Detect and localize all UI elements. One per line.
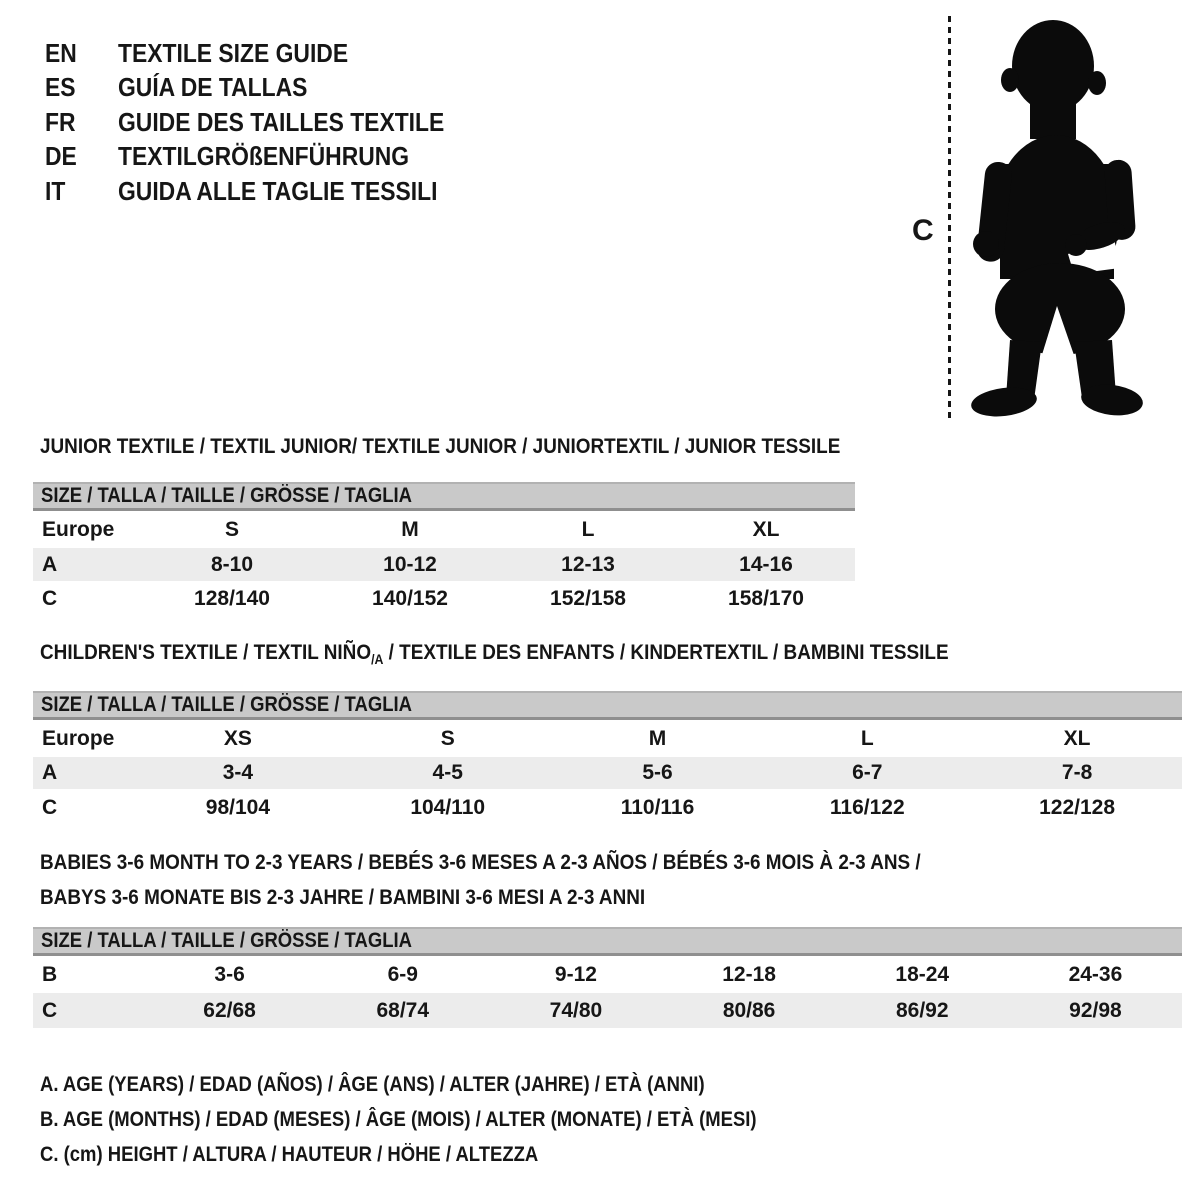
height-cell: 158/170 [728, 587, 804, 610]
height-measure-dashed-line [948, 16, 951, 418]
height-cell: 92/98 [1069, 998, 1122, 1022]
nino-a-subscript: /A [371, 651, 384, 667]
size-cell: XL [1063, 726, 1091, 750]
size-cell: S [440, 726, 455, 750]
months-cell: 3-6 [214, 962, 245, 986]
babies-height-row [33, 993, 1182, 1028]
babies-size-header-text: SIZE / TALLA / TAILLE / GRÖSSE / TAGLIA [41, 929, 412, 952]
months-cell: 6-9 [387, 962, 418, 986]
height-cell: 98/104 [205, 795, 271, 819]
junior-size-header-bar [33, 482, 855, 511]
row-label: Europe [42, 726, 115, 750]
lang-label-it: GUIDA ALLE TAGLIE TESSILI [118, 175, 438, 206]
age-cell: 5-6 [642, 761, 673, 784]
height-cell: 128/140 [194, 587, 270, 610]
size-cell: S [224, 517, 239, 541]
age-cell: 4-5 [432, 761, 463, 784]
height-measure-label: C [912, 214, 934, 247]
junior-height-row [33, 581, 855, 617]
lang-code-de: DE [45, 141, 77, 172]
babies-months-row [33, 956, 1182, 993]
size-cell: XS [223, 726, 252, 750]
size-cell: L [860, 726, 874, 750]
junior-section-title: JUNIOR TEXTILE / TEXTIL JUNIOR/ TEXTILE JUNIOR / JUNIORTEXTIL / JUNIOR TESSILE [40, 434, 841, 458]
legend-height-cm: C. (cm) HEIGHT / ALTURA / HAUTEUR / HÖHE / ALTEZZA [40, 1143, 539, 1166]
size-cell: M [401, 517, 419, 541]
children-height-row [33, 789, 1182, 826]
junior-europe-row [33, 511, 855, 548]
months-cell: 24-36 [1068, 962, 1123, 986]
height-cell: 104/110 [410, 795, 486, 819]
language-header [45, 36, 489, 209]
height-cell: 122/128 [1039, 795, 1116, 819]
junior-age-row [33, 548, 855, 581]
row-label: C [42, 587, 58, 610]
height-cell: 152/158 [550, 587, 626, 610]
legend-age-months: B. AGE (MONTHS) / EDAD (MESES) / ÂGE (MOIS) / ALTER (MONATE) / ETÀ (MESI) [40, 1108, 757, 1131]
children-size-header-bar [33, 691, 1182, 720]
size-cell: XL [752, 517, 780, 541]
children-section-title: CHILDREN'S TEXTILE / TEXTIL $NIÑO_{/A}$ / TEXTILE DES ENFANTS / KINDERTEXTIL / BAMBINI TESSILE [40, 640, 949, 667]
junior-size-header-text: SIZE / TALLA / TAILLE / GRÖSSE / TAGLIA [41, 484, 412, 507]
lang-label-fr: GUIDE DES TAILLES TEXTILE [118, 106, 445, 137]
height-cell: 86/92 [895, 998, 949, 1022]
row-label: A [42, 552, 58, 576]
age-cell: 14-16 [739, 552, 793, 576]
age-cell: 8-10 [210, 552, 254, 576]
age-cell: 12-13 [561, 552, 615, 576]
height-cell: 74/80 [549, 998, 603, 1022]
lang-code-it: IT [45, 175, 66, 206]
babies-size-header-bar [33, 927, 1182, 956]
age-cell: 6-7 [852, 761, 883, 784]
height-cell: 68/74 [376, 998, 430, 1022]
height-cell: 116/122 [829, 795, 905, 819]
lang-row-en [45, 36, 489, 71]
months-cell: 9-12 [554, 962, 597, 986]
children-europe-row [33, 720, 1182, 757]
height-cell: 62/68 [203, 998, 256, 1022]
children-size-header-text: SIZE / TALLA / TAILLE / GRÖSSE / TAGLIA [41, 693, 412, 716]
row-label: B [42, 962, 58, 986]
lang-label-de: TEXTILGRÖßENFÜHRUNG [118, 141, 410, 172]
lang-code-fr: FR [45, 106, 76, 137]
row-label: A [42, 761, 58, 784]
months-cell: 12-18 [722, 962, 776, 986]
row-label: C [42, 795, 58, 819]
size-cell: M [648, 726, 667, 750]
children-age-row [33, 757, 1182, 789]
row-label: C [42, 998, 58, 1022]
height-cell: 140/152 [372, 587, 448, 610]
lang-label-es: GUÍA DE TALLAS [118, 72, 308, 103]
height-cell: 110/116 [620, 795, 695, 819]
children-size-table [33, 691, 1182, 826]
lang-row-de [45, 140, 489, 175]
lang-row-es [45, 71, 489, 106]
toddler-silhouette [962, 14, 1162, 422]
babies-size-table [33, 927, 1182, 1028]
age-cell: 10-12 [383, 552, 437, 576]
lang-row-it [45, 174, 489, 209]
lang-code-en: EN [45, 37, 77, 68]
lang-label-en: TEXTILE SIZE GUIDE [118, 37, 349, 68]
age-cell: 7-8 [1061, 761, 1093, 784]
babies-section-title-line2: BABYS 3-6 MONATE BIS 2-3 JAHRE / BAMBINI 3-6 MESI A 2-3 ANNI [40, 885, 646, 909]
size-cell: L [581, 517, 595, 541]
row-label: Europe [42, 517, 115, 541]
lang-row-fr [45, 105, 489, 140]
junior-size-table [33, 482, 855, 617]
legend-age-years: A. AGE (YEARS) / EDAD (AÑOS) / ÂGE (ANS) / ALTER (JAHRE) / ETÀ (ANNI) [40, 1073, 705, 1096]
babies-section-title-line1: BABIES 3-6 MONTH TO 2-3 YEARS / BEBÉS 3-6 MESES A 2-3 AÑOS / BÉBÉS 3-6 MOIS À 2-3 ANS / [40, 850, 921, 874]
months-cell: 18-24 [895, 962, 950, 986]
height-cell: 80/86 [722, 998, 776, 1022]
age-cell: 3-4 [222, 761, 254, 784]
lang-code-es: ES [45, 72, 76, 103]
